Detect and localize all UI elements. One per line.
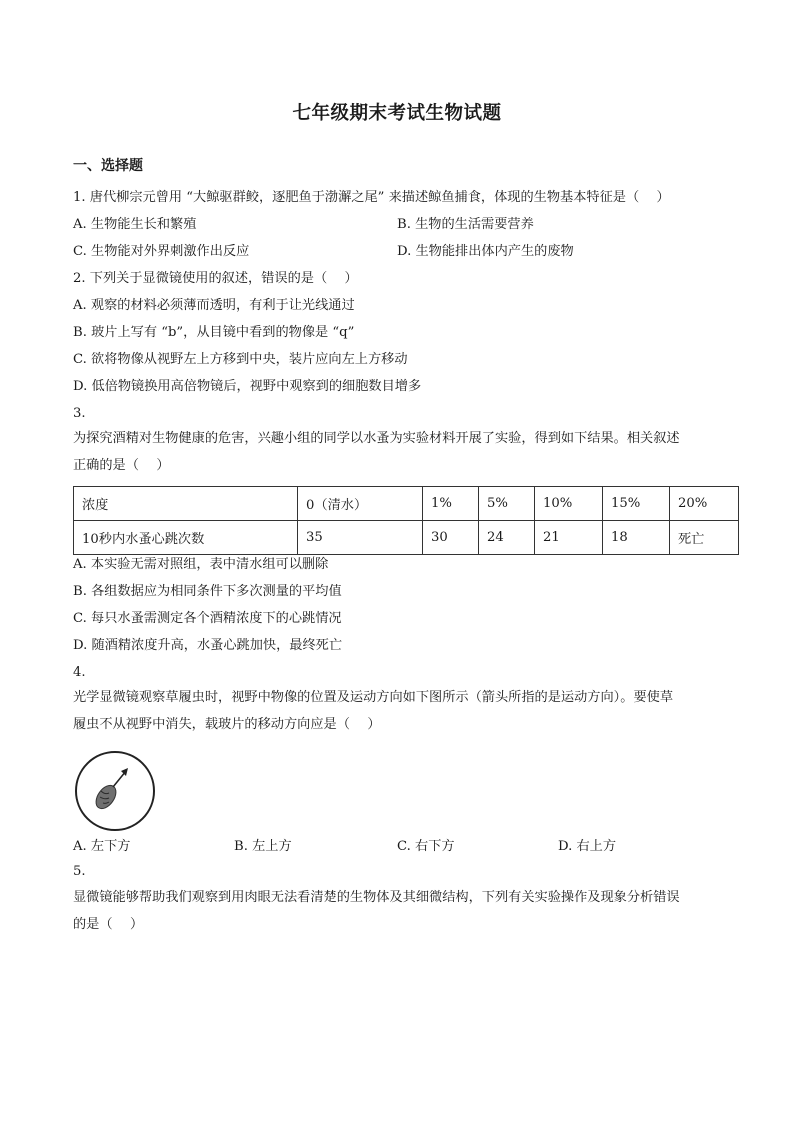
question-1-stem: 1. 唐代柳宗元曾用 “大鲸驱群鲛，逐肥鱼于渤澥之尾” 来描述鲸鱼捕食，体现的生物基本特征是（ ） <box>73 190 670 205</box>
section-heading: 一、选择题 <box>73 158 143 174</box>
question-5-stem-line-2: 的是（ ） <box>73 917 144 932</box>
question-4-number: 4. <box>73 665 86 680</box>
table-cell: 21 <box>535 521 603 555</box>
table-row <box>74 521 739 555</box>
question-2-option-c: C. 欲将物像从视野左上方移到中央，装片应向左上方移动 <box>73 352 408 367</box>
question-4-option-d: D. 右上方 <box>558 839 617 854</box>
question-4-option-b: B. 左上方 <box>234 839 292 854</box>
question-1-option-a: A. 生物能生长和繁殖 <box>73 217 197 232</box>
table-cell: 浓度 <box>74 487 298 521</box>
table-cell: 10秒内水蚤心跳次数 <box>74 521 298 555</box>
question-3-option-a: A. 本实验无需对照组，表中清水组可以删除 <box>73 557 329 572</box>
microscope-field-figure <box>73 749 157 833</box>
question-2-option-a: A. 观察的材料必须薄而透明，有利于让光线通过 <box>73 298 355 313</box>
table-cell: 15% <box>603 487 670 521</box>
paramecium-shape <box>92 782 120 812</box>
question-4-stem-line-2: 履虫不从视野中消失，载玻片的移动方向应是（ ） <box>73 717 381 732</box>
table-cell: 18 <box>603 521 670 555</box>
movement-arrow <box>113 768 128 787</box>
table-cell: 24 <box>479 521 535 555</box>
question-3-number: 3. <box>73 406 86 421</box>
question-3-stem-line-2: 正确的是（ ） <box>73 458 170 473</box>
table-cell: 5% <box>479 487 535 521</box>
question-1-option-d: D. 生物能排出体内产生的废物 <box>397 244 574 259</box>
question-1-option-b: B. 生物的生活需要营养 <box>397 217 534 232</box>
table-cell: 10% <box>535 487 603 521</box>
question-5-stem-line-1: 显微镜能够帮助我们观察到用肉眼无法看清楚的生物体及其细微结构，下列有关实验操作及现象分析错误 <box>73 890 680 905</box>
question-4-option-a: A. 左下方 <box>73 839 131 854</box>
table-cell: 1% <box>423 487 479 521</box>
question-3-stem-line-1: 为探究酒精对生物健康的危害，兴趣小组的同学以水蚤为实验材料开展了实验，得到如下结果。相关叙述 <box>73 431 680 446</box>
table-header-row <box>74 487 739 521</box>
question-3-option-c: C. 每只水蚤需测定各个酒精浓度下的心跳情况 <box>73 611 342 626</box>
table-cell: 35 <box>298 521 423 555</box>
question-1-option-c: C. 生物能对外界刺激作出反应 <box>73 244 250 259</box>
question-4-option-c: C. 右下方 <box>397 839 455 854</box>
page-title: 七年级期末考试生物试题 <box>292 103 502 124</box>
question-2-stem: 2. 下列关于显微镜使用的叙述，错误的是（ ） <box>73 271 358 286</box>
table-cell: 30 <box>423 521 479 555</box>
table-cell: 20% <box>670 487 739 521</box>
table-cell: 0（清水） <box>298 487 423 521</box>
question-4-stem-line-1: 光学显微镜观察草履虫时，视野中物像的位置及运动方向如下图所示（箭头所指的是运动方向）。要使草 <box>73 690 674 705</box>
table-cell: 死亡 <box>670 521 739 555</box>
question-3-option-d: D. 随酒精浓度升高，水蚤心跳加快，最终死亡 <box>73 638 343 653</box>
question-2-option-b: B. 玻片上写有 “b”，从目镜中看到的物像是 “q” <box>73 325 355 340</box>
question-3-option-b: B. 各组数据应为相同条件下多次测量的平均值 <box>73 584 342 599</box>
heartbeat-data-table <box>73 486 739 555</box>
question-2-option-d: D. 低倍物镜换用高倍物镜后，视野中观察到的细胞数目增多 <box>73 379 422 394</box>
question-5-number: 5. <box>73 864 86 879</box>
